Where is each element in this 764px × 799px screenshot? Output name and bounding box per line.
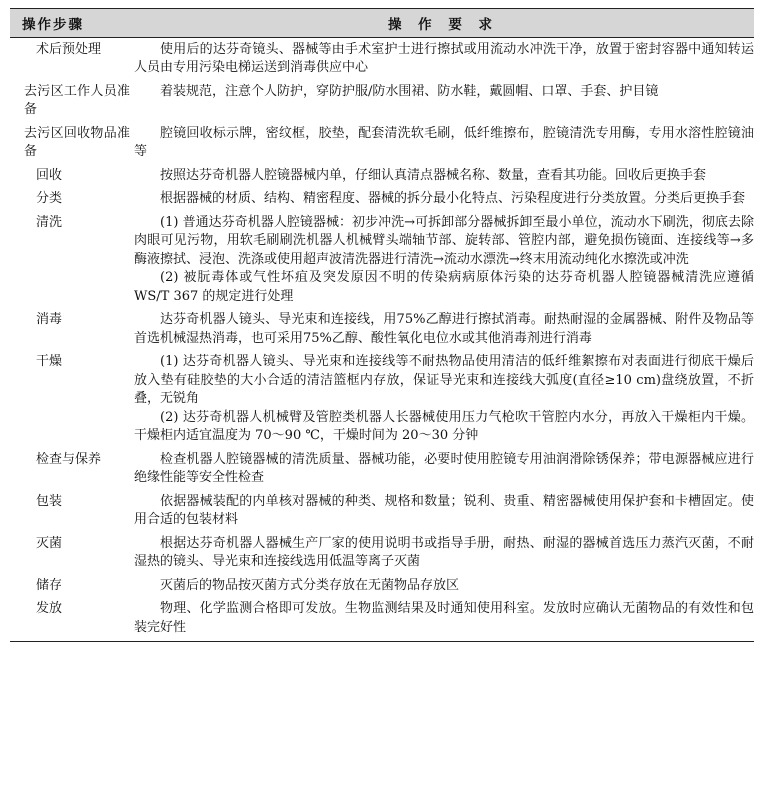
table-row — [10, 309, 754, 351]
requirement-paragraph: 腔镜回收标示牌，密纹框，胶垫，配套清洗软毛刷，低纤维擦布，腔镜清洗专用酶，专用水溶性腔镜油等 — [134, 125, 754, 159]
table-row — [10, 38, 754, 81]
step-cell: 去污区工作人员准备 — [24, 83, 130, 117]
table-row — [10, 122, 754, 164]
step-cell: 检查与保养 — [36, 451, 102, 467]
requirement-cell — [132, 574, 754, 598]
table-row — [10, 211, 754, 309]
requirement-paragraph: (1) 普通达芬奇机器人腔镜器械：初步冲洗→可拆卸部分器械拆卸至最小单位，流动水下刷洗，彻底去除肉眼可见污物，用软毛刷刷洗机器人机械臂头端轴节部、旋转部、管腔内部，避免损伤镜面、连接线等→多酶液擦拭、浸泡、洗涤或使用超声波清洗器进行清洗→流动水漂洗→终末用流动纯化水擦洗或冲洗 — [134, 214, 754, 267]
requirement-cell — [132, 351, 754, 449]
requirement-paragraph: 使用后的达芬奇镜头、器械等由手术室护士进行擦拭或用流动水冲洗干净，放置于密封容器中通知转运人员由专用污染电梯运送到消毒供应中心 — [134, 41, 754, 75]
requirement-cell — [132, 598, 754, 642]
table-row — [10, 80, 754, 122]
requirement-paragraph: 依据器械装配的内单核对器械的种类、规格和数量；锐利、贵重、精密器械使用保护套和卡槽固定。使用合适的包装材料 — [134, 493, 754, 527]
table-row — [10, 574, 754, 598]
step-cell: 术后预处理 — [36, 41, 102, 57]
step-cell: 包装 — [36, 493, 63, 509]
requirement-cell — [132, 164, 754, 188]
table-row — [10, 448, 754, 490]
table-row — [10, 598, 754, 642]
requirement-cell — [132, 532, 754, 574]
requirement-cell — [132, 38, 754, 81]
requirement-paragraph: (1) 达芬奇机器人镜头、导光束和连接线等不耐热物品使用清洁的低纤维絮擦布对表面进行彻底干燥后放入垫有硅胶垫的大小合适的清洁篮框内存放，保证导光束和连接线大弧度(直径≥10 cm)盘绕放置，不折叠，无锐角 — [134, 354, 754, 406]
requirement-cell — [132, 188, 754, 212]
operation-table — [10, 8, 754, 642]
table-row — [10, 490, 754, 532]
table-row — [10, 188, 754, 212]
requirement-cell — [132, 490, 754, 532]
header-requirement-column: 操 作 要 求 — [132, 9, 754, 38]
table-row — [10, 351, 754, 449]
requirement-paragraph: 根据达芬奇机器人器械生产厂家的使用说明书或指导手册，耐热、耐湿的器械首选压力蒸汽灭菌，不耐湿热的镜头、导光束和连接线选用低温等离子灭菌 — [134, 535, 754, 569]
step-cell: 储存 — [36, 577, 63, 593]
step-cell: 回收 — [36, 167, 63, 183]
table-body — [10, 38, 754, 642]
table-row — [10, 164, 754, 188]
requirement-cell — [132, 80, 754, 122]
step-cell: 干燥 — [36, 354, 63, 369]
requirement-cell — [132, 211, 754, 309]
requirement-paragraph: 着装规范，注意个人防护，穿防护服/防水围裙、防水鞋，戴圆帽、口罩、手套、护目镜 — [160, 83, 659, 99]
requirement-paragraph: 灭菌后的物品按灭菌方式分类存放在无菌物品存放区 — [160, 577, 460, 593]
requirement-paragraph: 达芬奇机器人镜头、导光束和连接线，用75%乙醇进行擦拭消毒。耐热耐湿的金属器械、附件及物品等首选机械湿热消毒，也可采用75%乙醇、酸性氧化电位水或其他消毒剂进行消毒 — [134, 312, 754, 346]
step-cell: 灭菌 — [36, 535, 63, 551]
table-row — [10, 532, 754, 574]
requirement-paragraph: 物理、化学监测合格即可发放。生物监测结果及时通知使用科室。发放时应确认无菌物品的有效性和包装完好性 — [134, 601, 754, 635]
header-step-column: 操作步骤 — [10, 9, 132, 38]
requirement-paragraph: 按照达芬奇机器人腔镜器械内单，仔细认真清点器械名称、数量，查看其功能。回收后更换手套 — [160, 167, 707, 183]
step-cell: 发放 — [10, 598, 132, 642]
requirement-paragraph: 检查机器人腔镜器械的清洗质量、器械功能，必要时使用腔镜专用油润滑除锈保养；带电源器械应进行绝缘性能等安全性检查 — [134, 451, 754, 485]
requirement-cell — [132, 309, 754, 351]
requirement-cell — [132, 448, 754, 490]
requirement-paragraph: 根据器械的材质、结构、精密程度、器械的拆分最小化特点、污染程度进行分类放置。分类后更换手套 — [160, 191, 746, 206]
requirement-cell — [132, 122, 754, 164]
step-cell: 分类 — [36, 191, 63, 206]
requirement-paragraph: (2) 被朊毒体或气性坏疽及突发原因不明的传染病病原体污染的达芬奇机器人腔镜器械清洗应遵循 WS/T 367 的规定进行处理 — [134, 270, 754, 304]
requirement-paragraph: (2) 达芬奇机器人机械臂及管腔类机器人长器械使用压力气枪吹干管腔内水分，再放入干燥柜内干燥。干燥柜内适宜温度为 70～90 ℃，干燥时间为 20～30 分钟 — [134, 409, 754, 443]
table-header-row — [10, 9, 754, 38]
step-cell: 去污区回收物品准备 — [24, 125, 130, 159]
step-cell: 消毒 — [36, 312, 63, 327]
step-cell: 清洗 — [36, 214, 63, 230]
